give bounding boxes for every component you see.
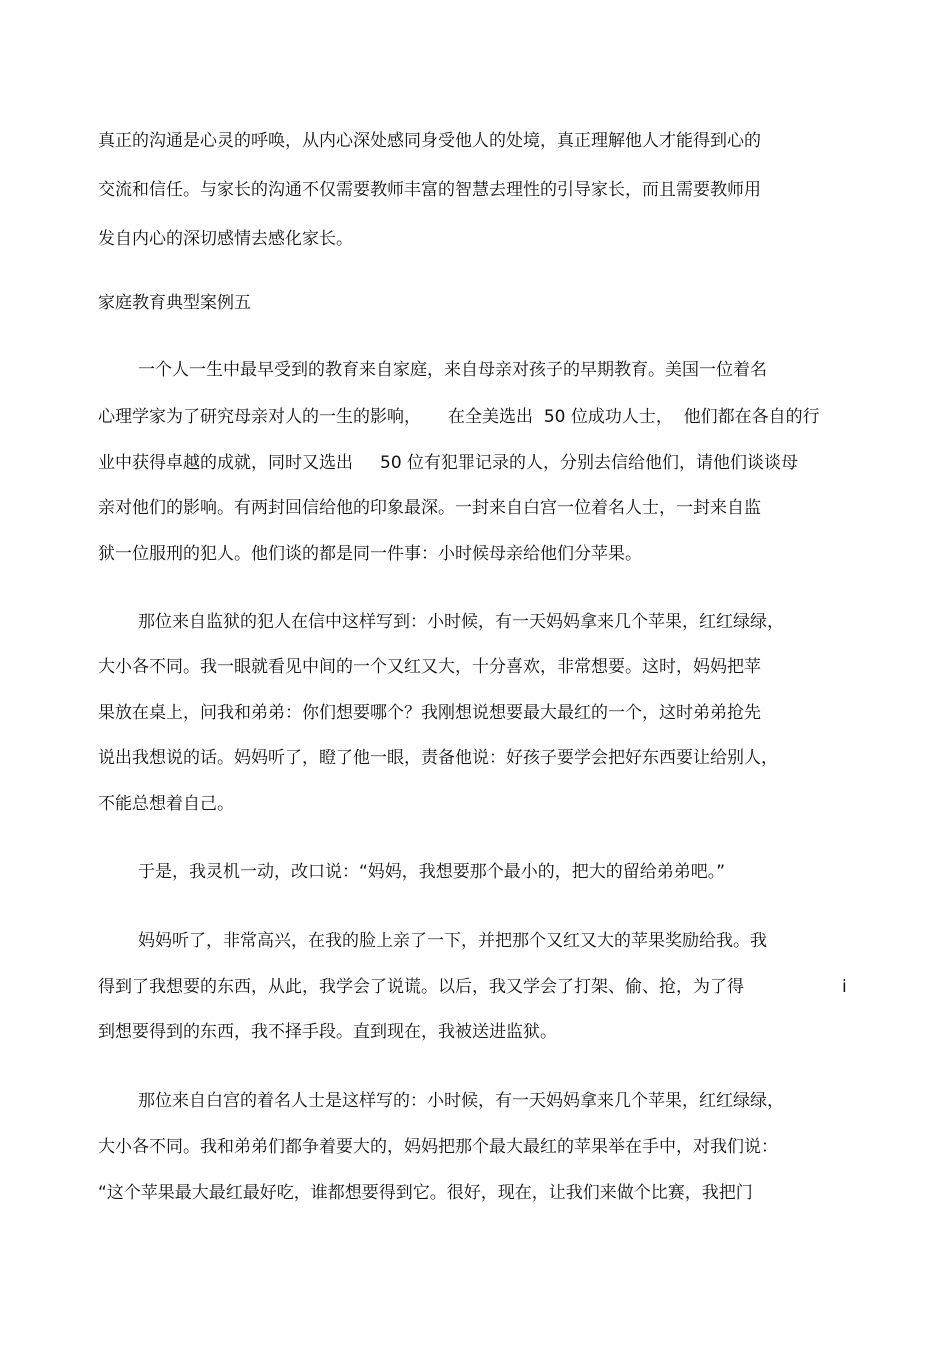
text-line: 狱一位服刑的犯人。他们谈的都是同一件事：小时候母亲给他们分苹果。: [98, 544, 642, 564]
text-line: 得到了我想要的东西，从此，我学会了说谎。以后，我又学会了打架、偷、抢，为了得: [98, 977, 744, 997]
text-line: 到想要得到的东西，我不择手段。直到现在，我被送进监狱。: [98, 1022, 557, 1042]
section-heading: 家庭教育典型案例五: [98, 293, 251, 313]
text-line: 那位来自白宫的着名人士是这样写的：小时候，有一天妈妈拿来几个苹果，红红绿绿，: [138, 1091, 784, 1111]
text-line: 那位来自监狱的犯人在信中这样写到：小时候，有一天妈妈拿来几个苹果，红红绿绿，: [138, 612, 784, 632]
text-line: 交流和信任。与家长的沟通不仅需要教师丰富的智慧去理性的引导家长，而且需要教师用: [98, 180, 761, 200]
text-line: 发自内心的深切感情去感化家长。: [98, 229, 353, 249]
text-line: 真正的沟通是心灵的呼唤，从内心深处感同身受他人的处境，真正理解他人才能得到心的: [98, 131, 761, 151]
stray-character: i: [842, 977, 847, 997]
text-line: 说出我想说的话。妈妈听了，瞪了他一眼，责备他说：好孩子要学会把好东西要让给别人，: [98, 748, 778, 768]
text-line: 大小各不同。我一眼就看见中间的一个又红又大，十分喜欢，非常想要。这时，妈妈把苹: [98, 657, 761, 677]
text-line: 果放在桌上，问我和弟弟：你们想要哪个？我刚想说想要最大最红的一个，这时弟弟抢先: [98, 703, 761, 723]
text-line: 一个人一生中最早受到的教育来自家庭，来自母亲对孩子的早期教育。美国一位着名: [138, 360, 767, 380]
text-line: 心理学家为了研究母亲对人的一生的影响， 在全美选出 50 位成功人士， 他们都在各自的行: [98, 407, 820, 427]
text-line: “这个苹果最大最红最好吃，谁都想要得到它。很好，现在，让我们来做个比赛，我把门: [98, 1183, 753, 1203]
text-line: 不能总想着自己。: [98, 794, 234, 814]
text-line: 大小各不同。我和弟弟们都争着要大的，妈妈把那个最大最红的苹果举在手中，对我们说：: [98, 1137, 778, 1157]
text-line: 妈妈听了，非常高兴，在我的脸上亲了一下，并把那个又红又大的苹果奖励给我。我: [138, 931, 767, 951]
text-line: 业中获得卓越的成就，同时又选出 50 位有犯罪记录的人，分别去信给他们，请他们谈谈母: [98, 453, 799, 473]
text-line: 于是，我灵机一动，改口说：“妈妈，我想要那个最小的，把大的留给弟弟吧。”: [138, 862, 726, 882]
text-line: 亲对他们的影响。有两封回信给他的印象最深。一封来自白宫一位着名人士，一封来自监: [98, 498, 761, 518]
